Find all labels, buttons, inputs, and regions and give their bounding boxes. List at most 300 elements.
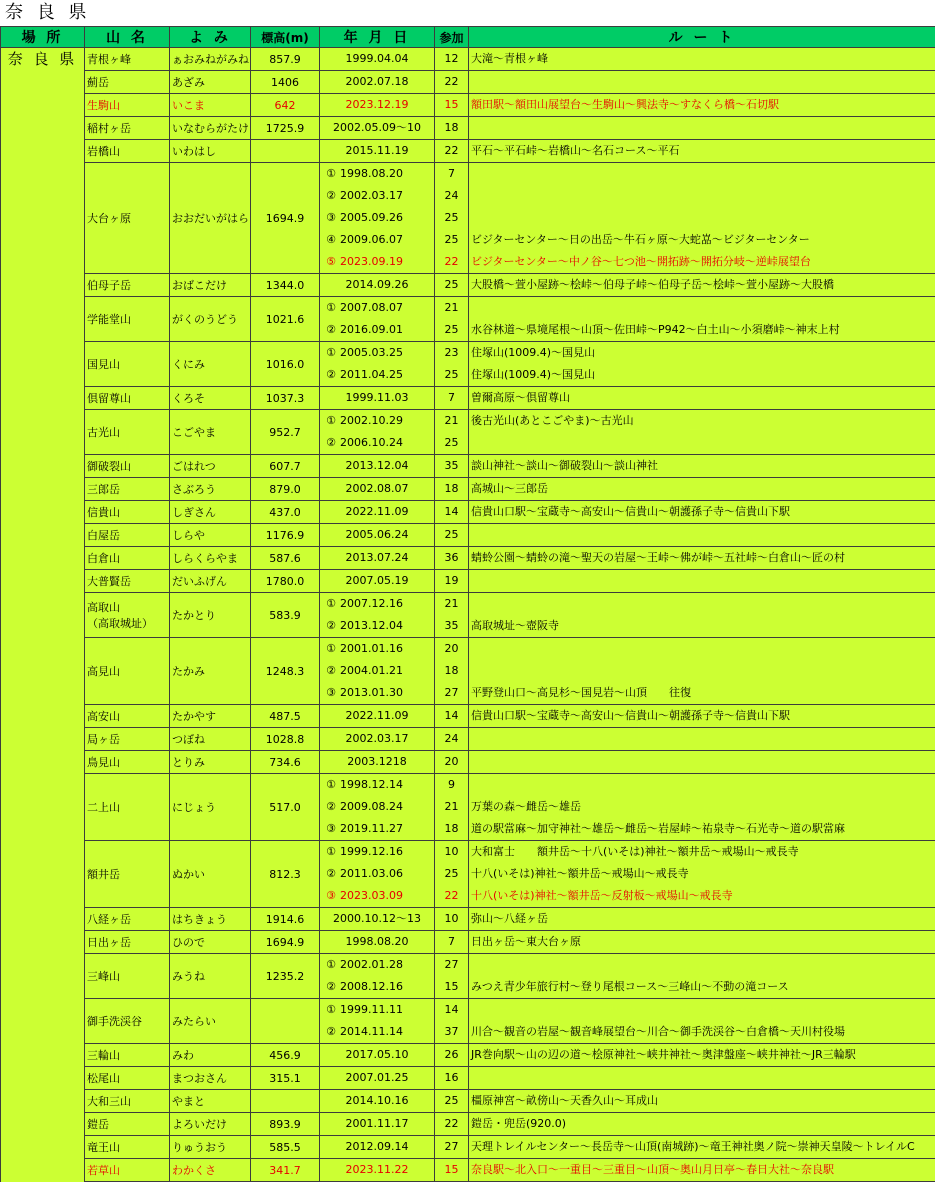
entry-date-cell [320, 954, 435, 999]
entry-index: ② [322, 660, 340, 682]
mountain-name [85, 1159, 170, 1182]
entry-num-cell [435, 410, 469, 455]
table-row [1, 140, 935, 163]
mountain-name-text: 鎧岳 [87, 1116, 167, 1132]
mountain-elevation: 1914.6 [251, 908, 320, 931]
mountain-name [85, 638, 170, 705]
entry-num: 25 [435, 274, 468, 296]
entry-index: ① [322, 297, 340, 319]
entry-route [469, 163, 935, 185]
entry-date-text: 1999.04.04 [346, 48, 409, 70]
entry-route: 大和富士 額井岳～十八(いそは)神社～額井岳～戒場山～戒長寺 [469, 841, 935, 863]
mountain-yomi: ぬかい [170, 841, 251, 908]
mountain-yomi: くろそ [170, 387, 251, 410]
table-row [1, 999, 935, 1044]
entry-route-cell [469, 1044, 935, 1067]
mountain-elevation: 341.7 [251, 1159, 320, 1182]
table-row [1, 1113, 935, 1136]
table-row [1, 1136, 935, 1159]
mountain-elevation: 1694.9 [251, 163, 320, 274]
mountain-elevation: 1248.3 [251, 638, 320, 705]
mountain-yomi: さぶろう [170, 478, 251, 501]
mountain-name-text: 高見山 [87, 663, 167, 679]
entry-route-cell [469, 841, 935, 908]
table-row [1, 297, 935, 342]
entry-route-cell [469, 478, 935, 501]
mountain-name-text: 大和三山 [87, 1093, 167, 1109]
table-row [1, 954, 935, 999]
entry-date [320, 478, 434, 500]
entry-route: 蜻蛉公園～蜻蛉の滝～聖天の岩屋～王峠～佛が峠～五社峠～白倉山～匠の村 [469, 547, 935, 569]
mountain-name-text: 額井岳 [87, 866, 167, 882]
entry-index: ① [322, 163, 340, 185]
entry-num-cell [435, 48, 469, 71]
entry-date [320, 342, 434, 364]
entry-num: 22 [435, 1113, 468, 1135]
header-name: 山 名 [85, 27, 170, 48]
mountain-elevation: 1235.2 [251, 954, 320, 999]
entry-date [320, 524, 434, 546]
table-row [1, 524, 935, 547]
entry-date [320, 501, 434, 523]
entry-date-cell [320, 410, 435, 455]
entry-num: 9 [435, 774, 468, 796]
mountain-elevation: 1176.9 [251, 524, 320, 547]
entry-num: 10 [435, 908, 468, 930]
entry-num: 7 [435, 931, 468, 953]
entry-index: ① [322, 954, 340, 976]
entry-route: 橿原神宮～畝傍山～天香久山～耳成山 [469, 1090, 935, 1112]
entry-date-cell [320, 94, 435, 117]
table-row [1, 705, 935, 728]
mountain-name [85, 48, 170, 71]
entry-route: 鎧岳・兜岳(920.0) [469, 1113, 935, 1135]
entry-route: 平石～平石峠～岩橋山～名石コース～平石 [469, 140, 935, 162]
entry-index: ③ [322, 818, 340, 840]
entry-num: 25 [435, 319, 468, 341]
entry-route: 平野登山口～高見杉～国見岩～山頂 往復 [469, 682, 935, 704]
header-participants: 参加 [435, 27, 469, 48]
entry-date-text: 2013.12.04 [346, 455, 409, 477]
entry-date [320, 976, 434, 998]
entry-num: 20 [435, 638, 468, 660]
entry-num: 25 [435, 1090, 468, 1112]
entry-num: 37 [435, 1021, 468, 1043]
entry-index: ④ [322, 229, 340, 251]
mountain-name [85, 1067, 170, 1090]
entry-date-text: 2005.06.24 [346, 524, 409, 546]
entry-date [320, 140, 434, 162]
entry-date [320, 163, 434, 185]
mountain-name [85, 593, 170, 638]
entry-route [469, 593, 935, 615]
entry-route [469, 728, 935, 750]
mountain-yomi: よろいだけ [170, 1113, 251, 1136]
table-row [1, 1067, 935, 1090]
table-row [1, 570, 935, 593]
entry-num: 25 [435, 432, 468, 454]
entry-date [320, 908, 434, 930]
entry-date [320, 818, 434, 840]
entry-date-cell [320, 908, 435, 931]
mountain-name-text: 御破裂山 [87, 458, 167, 474]
mountain-name-text: 三峰山 [87, 968, 167, 984]
header-route: ル ー ト [469, 27, 935, 48]
table-row [1, 1090, 935, 1113]
entry-date [320, 1044, 434, 1066]
mountain-elevation: 517.0 [251, 774, 320, 841]
entry-index: ③ [322, 885, 340, 907]
entry-date-text: 2019.11.27 [340, 818, 403, 840]
entry-date-cell [320, 297, 435, 342]
mountain-yomi: まつおさん [170, 1067, 251, 1090]
entry-route-cell [469, 48, 935, 71]
entry-route-cell [469, 705, 935, 728]
entry-num: 18 [435, 818, 468, 840]
entry-route: 十八(いそは)神社～額井岳～反射板～戒場山～戒長寺 [469, 885, 935, 907]
entry-date-cell [320, 593, 435, 638]
entry-date-text: 2013.01.30 [340, 682, 403, 704]
entry-index: ② [322, 796, 340, 818]
entry-date [320, 863, 434, 885]
mountain-elevation [251, 140, 320, 163]
table-row [1, 751, 935, 774]
table-row [1, 94, 935, 117]
mountain-yomi: しらくらやま [170, 547, 251, 570]
entry-num: 23 [435, 342, 468, 364]
entry-date [320, 1159, 434, 1181]
mountain-yomi: おおだいがはら [170, 163, 251, 274]
entry-date-text: 2013.07.24 [346, 547, 409, 569]
table-row [1, 593, 935, 638]
entry-date-cell [320, 1136, 435, 1159]
entry-date [320, 841, 434, 863]
entry-num: 7 [435, 387, 468, 409]
table-row [1, 1044, 935, 1067]
entry-num: 14 [435, 705, 468, 727]
entry-num: 25 [435, 207, 468, 229]
entry-route: 道の駅當麻～加守神社～雄岳～雌岳～岩屋峠～祐泉寺～石光寺～道の駅當麻 [469, 818, 935, 840]
entry-date-text: 2000.10.12～13 [333, 908, 421, 930]
mountain-yomi: たかやす [170, 705, 251, 728]
entry-route [469, 185, 935, 207]
entry-route: 水谷林道～県境尾根～山頂～佐田峠～P942～白土山～小須磨峠～神末上村 [469, 319, 935, 341]
entry-date [320, 48, 434, 70]
entry-date-text: 2002.01.28 [340, 954, 403, 976]
entry-date-cell [320, 117, 435, 140]
entry-num-cell [435, 728, 469, 751]
entry-date [320, 185, 434, 207]
entry-date-text: 2002.03.17 [346, 728, 409, 750]
mountain-yomi: やまと [170, 1090, 251, 1113]
mountain-elevation: 315.1 [251, 1067, 320, 1090]
mountain-elevation: 1780.0 [251, 570, 320, 593]
entry-date-cell [320, 140, 435, 163]
entry-date-cell [320, 547, 435, 570]
entry-num: 18 [435, 478, 468, 500]
entry-date-text: 2004.01.21 [340, 660, 403, 682]
entry-date-cell [320, 841, 435, 908]
entry-route: みつえ青少年旅行村～登り尾根コース～三峰山～不動の滝コース [469, 976, 935, 998]
table-row [1, 274, 935, 297]
entry-num-cell [435, 387, 469, 410]
table-row [1, 117, 935, 140]
entry-date [320, 117, 434, 139]
table-row [1, 1159, 935, 1182]
entry-route-cell [469, 387, 935, 410]
entry-num-cell [435, 1159, 469, 1182]
mountain-name-text: 大台ヶ原 [87, 210, 167, 226]
entry-date-cell [320, 163, 435, 274]
entry-route-cell [469, 524, 935, 547]
entry-route [469, 71, 935, 93]
entry-route [469, 999, 935, 1021]
entry-route-cell [469, 410, 935, 455]
mountain-name-text: 青根ヶ峰 [87, 51, 167, 67]
mountain-name [85, 342, 170, 387]
mountain-name [85, 1044, 170, 1067]
header-row [1, 27, 935, 48]
entry-route-cell [469, 501, 935, 524]
entry-route: 信貴山口駅～宝蔵寺～高安山～信貴山～朝護孫子寺～信貴山下駅 [469, 501, 935, 523]
entry-index: ② [322, 319, 340, 341]
mountain-elevation: 456.9 [251, 1044, 320, 1067]
mountain-elevation: 812.3 [251, 841, 320, 908]
entry-route-cell [469, 1159, 935, 1182]
entry-route: 天理トレイルセンター～長岳寺～山頂(南城跡)～竜王神社奥ノ院～崇神天皇陵～トレイルC [469, 1136, 935, 1158]
mountain-elevation: 952.7 [251, 410, 320, 455]
entry-route: 川合～観音の岩屋～観音峰展望台～川合～御手洗渓谷～白倉橋～天川村役場 [469, 1021, 935, 1043]
entry-date-cell [320, 48, 435, 71]
entry-date-text: 2002.08.07 [346, 478, 409, 500]
entry-num-cell [435, 638, 469, 705]
entry-num-cell [435, 297, 469, 342]
mountain-elevation: 893.9 [251, 1113, 320, 1136]
entry-num: 26 [435, 1044, 468, 1066]
mountain-yomi: りゅうおう [170, 1136, 251, 1159]
entry-route: 曽爾高原～倶留尊山 [469, 387, 935, 409]
mountain-name [85, 117, 170, 140]
entry-route [469, 297, 935, 319]
entry-num: 21 [435, 410, 468, 432]
entry-date-cell [320, 931, 435, 954]
entry-num-cell [435, 274, 469, 297]
mountain-name-text: 稲村ヶ岳 [87, 120, 167, 136]
entry-date [320, 615, 434, 637]
mountain-name-text: 倶留尊山 [87, 390, 167, 406]
entry-route-cell [469, 71, 935, 94]
mountain-yomi: しぎさん [170, 501, 251, 524]
mountain-yomi: いわはし [170, 140, 251, 163]
entry-date [320, 455, 434, 477]
entry-date-text: 2007.12.16 [340, 593, 403, 615]
entry-route: 万葉の森～雌岳～雄岳 [469, 796, 935, 818]
mountain-yomi: ひので [170, 931, 251, 954]
mountain-name-text: 生駒山 [87, 97, 167, 113]
entry-num: 14 [435, 999, 468, 1021]
entry-index: ⑤ [322, 251, 340, 273]
entry-date-text: 1999.11.03 [346, 387, 409, 409]
entry-route-cell [469, 94, 935, 117]
entry-num: 18 [435, 117, 468, 139]
entry-route: 住塚山(1009.4)～国見山 [469, 342, 935, 364]
entry-date [320, 387, 434, 409]
entry-num: 35 [435, 455, 468, 477]
mountain-yomi: みたらい [170, 999, 251, 1044]
mountain-name [85, 140, 170, 163]
entry-date-text: 2014.10.16 [346, 1090, 409, 1112]
entry-num-cell [435, 524, 469, 547]
mountain-name [85, 410, 170, 455]
entry-num-cell [435, 1067, 469, 1090]
mountain-yomi: くにみ [170, 342, 251, 387]
entry-date-text: 2001.11.17 [346, 1113, 409, 1135]
mountain-name [85, 908, 170, 931]
table-row [1, 163, 935, 274]
entry-date-text: 2009.06.07 [340, 229, 403, 251]
mountain-name [85, 1136, 170, 1159]
entry-date-cell [320, 455, 435, 478]
entry-num: 22 [435, 140, 468, 162]
entry-num-cell [435, 455, 469, 478]
mountain-name [85, 705, 170, 728]
mountain-yomi: つぼね [170, 728, 251, 751]
entry-route-cell [469, 547, 935, 570]
entry-route [469, 954, 935, 976]
entry-num-cell [435, 751, 469, 774]
entry-route-cell [469, 1113, 935, 1136]
entry-num-cell [435, 478, 469, 501]
mountain-yomi: たかみ [170, 638, 251, 705]
mountain-name [85, 274, 170, 297]
mountain-elevation [251, 1090, 320, 1113]
entry-index: ② [322, 615, 340, 637]
entry-num: 10 [435, 841, 468, 863]
entry-route-cell [469, 140, 935, 163]
entry-date [320, 1067, 434, 1089]
mountain-name [85, 163, 170, 274]
entry-date-text: 1999.12.16 [340, 841, 403, 863]
entry-index: ① [322, 774, 340, 796]
entry-route: 弥山～八経ヶ岳 [469, 908, 935, 930]
entry-date [320, 274, 434, 296]
entry-date-text: 2007.05.19 [346, 570, 409, 592]
mountain-name [85, 841, 170, 908]
entry-num: 12 [435, 48, 468, 70]
entry-route [469, 117, 935, 139]
entry-date [320, 593, 434, 615]
mountain-elevation: 1016.0 [251, 342, 320, 387]
mountain-yomi: あざみ [170, 71, 251, 94]
entry-date [320, 638, 434, 660]
mountain-name [85, 1113, 170, 1136]
entry-num-cell [435, 140, 469, 163]
mountain-name-text: 鳥見山 [87, 754, 167, 770]
mountain-yomi: たかとり [170, 593, 251, 638]
mountain-yomi: だいふげん [170, 570, 251, 593]
mountain-elevation: 642 [251, 94, 320, 117]
entry-num: 21 [435, 593, 468, 615]
entry-route-cell [469, 1067, 935, 1090]
entry-date [320, 931, 434, 953]
entry-num-cell [435, 1044, 469, 1067]
entry-route: 額田駅～額田山展望台～生駒山～興法寺～すなくら橋～石切駅 [469, 94, 935, 116]
entry-date [320, 71, 434, 93]
table-row [1, 410, 935, 455]
table-row [1, 342, 935, 387]
mountain-elevation: 857.9 [251, 48, 320, 71]
entry-num-cell [435, 163, 469, 274]
entry-date-text: 2006.10.24 [340, 432, 403, 454]
mountain-yomi: みうね [170, 954, 251, 999]
mountain-name-text: 日出ヶ岳 [87, 934, 167, 950]
entry-date [320, 319, 434, 341]
entry-route-cell [469, 954, 935, 999]
entry-date-cell [320, 501, 435, 524]
entry-date-cell [320, 638, 435, 705]
entry-index: ② [322, 364, 340, 386]
entry-date [320, 774, 434, 796]
entry-num: 27 [435, 954, 468, 976]
entry-num-cell [435, 117, 469, 140]
entry-date-text: 2007.08.07 [340, 297, 403, 319]
entry-date [320, 751, 434, 773]
header-date: 年 月 日 [320, 27, 435, 48]
table-row [1, 48, 935, 71]
entry-route-cell [469, 638, 935, 705]
mountain-name [85, 570, 170, 593]
mountain-elevation: 607.7 [251, 455, 320, 478]
entry-route-cell [469, 342, 935, 387]
entry-num-cell [435, 908, 469, 931]
entry-num: 19 [435, 570, 468, 592]
entry-date-cell [320, 999, 435, 1044]
mountain-name [85, 94, 170, 117]
entry-date [320, 94, 434, 116]
entry-date [320, 660, 434, 682]
entry-route-cell [469, 163, 935, 274]
entry-date [320, 1113, 434, 1135]
entry-num: 14 [435, 501, 468, 523]
mountain-name [85, 387, 170, 410]
mountain-name-text: 八経ヶ岳 [87, 911, 167, 927]
entry-date-cell [320, 774, 435, 841]
mountain-yomi: とりみ [170, 751, 251, 774]
mountain-elevation: 585.5 [251, 1136, 320, 1159]
entry-date-cell [320, 1044, 435, 1067]
table-row [1, 774, 935, 841]
entry-index: ③ [322, 207, 340, 229]
mountain-yomi: ごはれつ [170, 455, 251, 478]
entry-index: ① [322, 999, 340, 1021]
entry-num-cell [435, 841, 469, 908]
mountain-name [85, 297, 170, 342]
mountain-elevation: 1694.9 [251, 931, 320, 954]
table-row [1, 908, 935, 931]
entry-route-cell [469, 728, 935, 751]
entry-num: 20 [435, 751, 468, 773]
mountain-yomi: いなむらがたけ [170, 117, 251, 140]
mountain-name [85, 954, 170, 999]
entry-date [320, 954, 434, 976]
entry-route: JR巻向駅～山の辺の道～桧原神社～峡井神社～奥津盤座～峡井神社～JR三輪駅 [469, 1044, 935, 1066]
entry-date-cell [320, 1090, 435, 1113]
entry-num: 24 [435, 728, 468, 750]
mountain-elevation: 1725.9 [251, 117, 320, 140]
entry-date-cell [320, 728, 435, 751]
entry-date-text: 2002.05.09～10 [333, 117, 421, 139]
entry-route [469, 524, 935, 546]
